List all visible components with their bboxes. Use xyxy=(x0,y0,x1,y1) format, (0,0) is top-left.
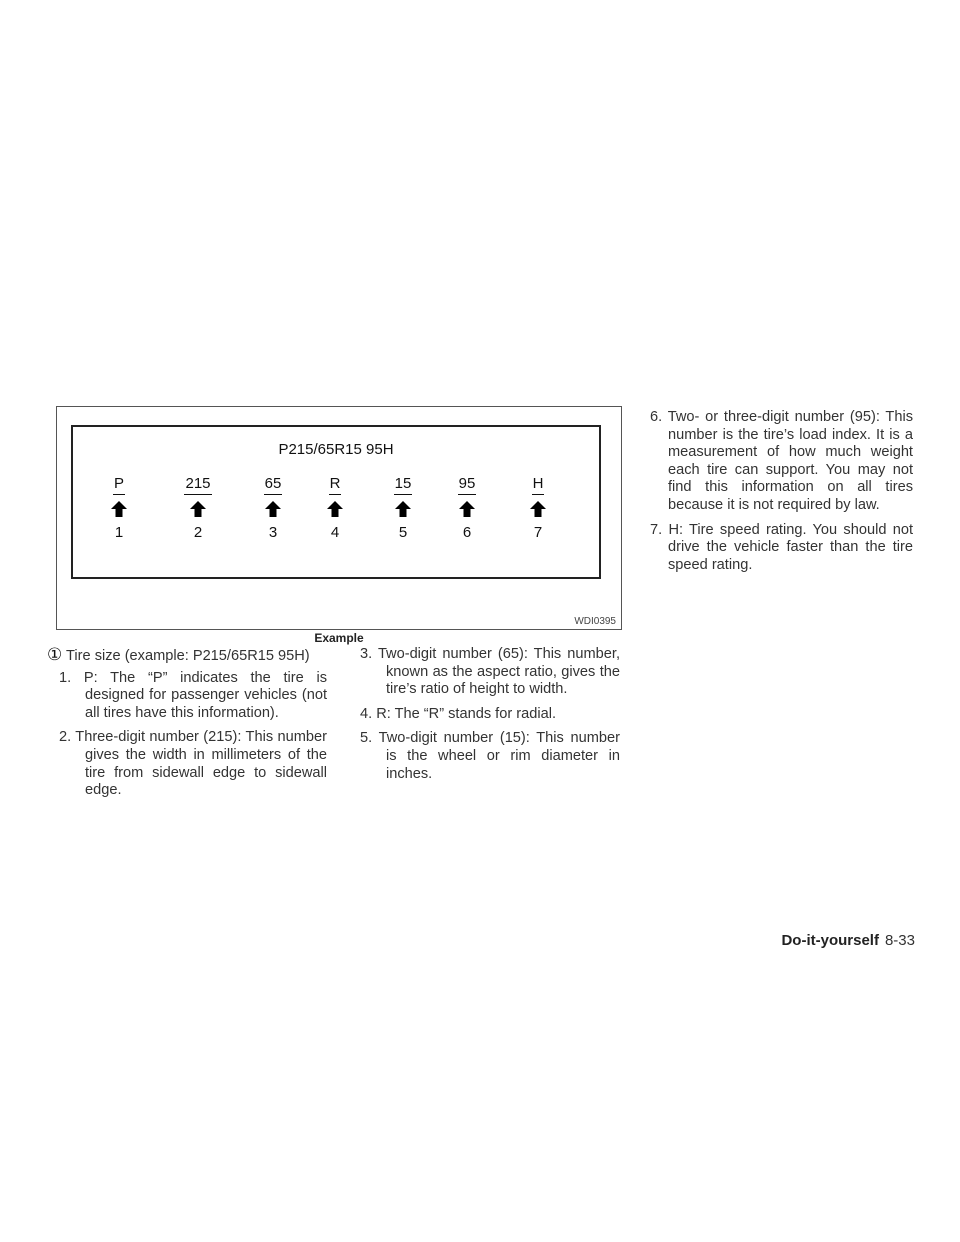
part-label: 215 xyxy=(184,475,211,495)
tire-code-part-4 xyxy=(310,475,360,541)
up-arrow-icon xyxy=(310,501,360,522)
part-number: 6 xyxy=(462,524,472,541)
up-arrow-icon xyxy=(378,501,428,522)
part-number: 3 xyxy=(268,524,278,541)
tire-code-part-1 xyxy=(94,475,144,541)
part-label: 15 xyxy=(394,475,413,495)
section-heading: Tire size (example: P215/65R15 95H) xyxy=(66,648,310,664)
tire-code-part-7 xyxy=(513,475,563,541)
part-number: 5 xyxy=(398,524,408,541)
column-2 xyxy=(354,646,620,790)
part-label: R xyxy=(329,475,342,495)
tire-code-figure xyxy=(56,406,622,630)
part-number: 2 xyxy=(193,524,203,541)
part-number: 4 xyxy=(330,524,340,541)
up-arrow-icon xyxy=(94,501,144,522)
part-label: 95 xyxy=(458,475,477,495)
page-number: 8-33 xyxy=(884,932,915,949)
tire-code-part-2 xyxy=(173,475,223,541)
column-1 xyxy=(47,646,327,807)
up-arrow-icon xyxy=(248,501,298,522)
part-label: H xyxy=(532,475,545,495)
list-item: 2. Three-digit number (215): This number gives the width in millimeters of the tire from sidewall edge to sidewall edge. xyxy=(59,729,327,799)
figure-caption: Example xyxy=(314,631,364,645)
part-number: 1 xyxy=(114,524,124,541)
column-3 xyxy=(650,409,913,581)
tire-code-part-5 xyxy=(378,475,428,541)
tire-code: P215/65R15 95H xyxy=(278,441,394,458)
list-item: 1. P: The “P” indicates the tire is designed for passenger vehicles (not all tires have this information). xyxy=(59,669,327,721)
part-label: 65 xyxy=(264,475,283,495)
up-arrow-icon xyxy=(442,501,492,522)
up-arrow-icon xyxy=(173,501,223,522)
list-item: 5. Two-digit number (15): This number is the wheel or rim diameter in inches. xyxy=(360,730,620,782)
footer-section: Do-it-yourself xyxy=(781,932,879,949)
circled-1-marker: ① xyxy=(47,645,63,664)
tire-code-part-6 xyxy=(442,475,492,541)
tire-code-part-3 xyxy=(248,475,298,541)
list-item: 6. Two- or three-digit number (95): This number is the tire’s load index. It is a measurement of how much weight each tire can support. You may not find this information on all tires because it is not required by law. xyxy=(650,409,913,513)
part-label: P xyxy=(113,475,125,495)
figure-id: WDI0395 xyxy=(574,616,616,627)
list-item: 4. R: The “R” stands for radial. xyxy=(360,705,557,722)
list-item: 3. Two-digit number (65): This number, known as the aspect ratio, gives the tire’s ratio of height to width. xyxy=(360,646,620,698)
list-item: 7. H: Tire speed rating. You should not drive the vehicle faster than the tire speed rating. xyxy=(650,521,913,573)
part-number: 7 xyxy=(533,524,543,541)
figure-frame xyxy=(71,425,601,579)
up-arrow-icon xyxy=(513,501,563,522)
page-footer xyxy=(781,932,915,949)
